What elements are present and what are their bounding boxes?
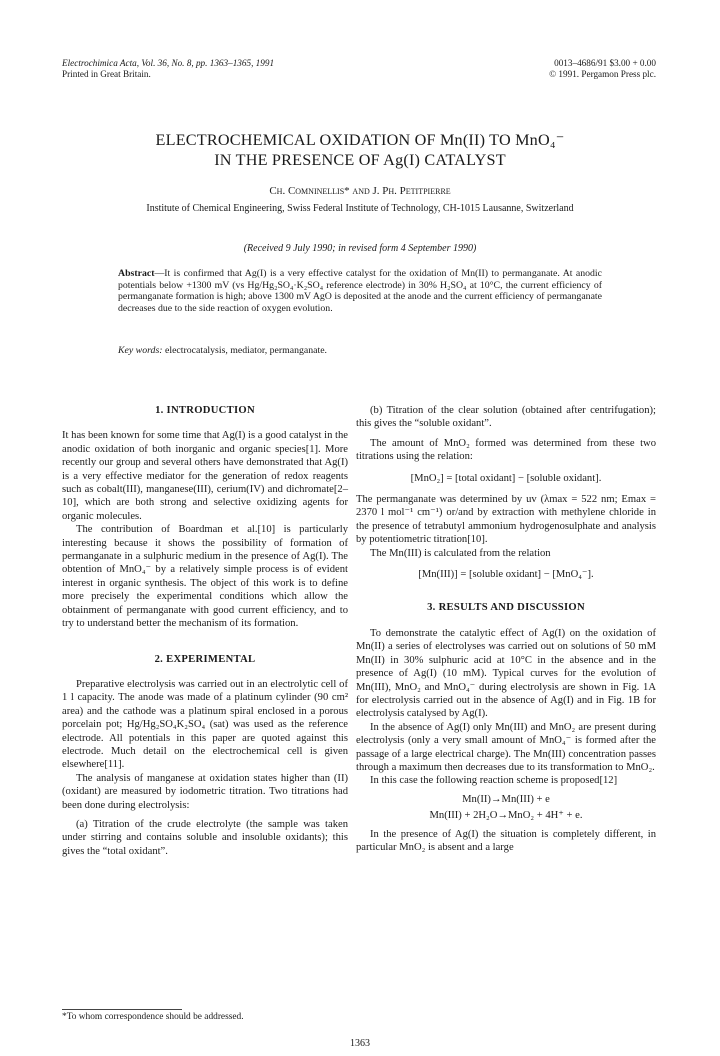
intro-paragraph-1: It has been known for some time that Ag(I) is a good catalyst in the anodic oxidation of both inorganic and organic species[1]. More recently our group and several others have demonstrated that Ag(I) is a very effective mediator for the generation of redox reagents such as cobalt(III), manganese(III), cerium(IV) and dichromate[2–10], which are both strong and selective oxidizing agents for organic molecules.	[62, 430, 348, 522]
results-paragraph-4: In the presence of Ag(I) the situation is completely different, in particular MnO₂ is absent and a large	[356, 828, 656, 853]
experimental-paragraph-3: (a) Titration of the crude electrolyte (the sample was taken under stirring and contains soluble and insoluble oxidants); this gives the “total oxidant”.	[62, 818, 348, 857]
intro-paragraph-2: The contribution of Boardman et al.[10] is particularly interesting because it shows the possibility of formation of permanganate in a sulphuric medium in the presence of Ag(I). The obtention of MnO₄⁻ by a relatively simple process is of evident interest in organic synthesis. The object of this work is to define more precisely the experimental conditions which allow the obtainment of permanganate with good current efficiency, and to try to understand better the mechanism of its formation.	[62, 524, 348, 630]
issn-price: 0013–4686/91 $3.00 + 0.00	[554, 58, 656, 68]
footnote-rule	[62, 1009, 182, 1010]
abstract-text: —It is confirmed that Ag(I) is a very effective catalyst for the oxidation of Mn(II) to permanganate. At anodic potentials below +1300 mV (vs Hg/Hg₂SO₄·K₂SO₄ reference electrode) in 30% H₂SO₄ at 10°C, the current efficiency of permanganate formation is high; above 1300 mV AgO is deposited at the anode and the current efficiency of permanganate decreases due to the side reaction of oxygen evolution.	[118, 268, 602, 314]
received-dates: (Received 9 July 1990; in revised form 4 September 1990)	[243, 243, 477, 254]
right-column	[356, 404, 656, 854]
footnote: *To whom correspondence should be addressed.	[62, 1012, 244, 1022]
title-line-2: IN THE PRESENCE OF Ag(I) CATALYST	[214, 151, 506, 169]
page-number: 1363	[350, 1038, 370, 1049]
abstract	[118, 268, 602, 314]
keywords	[118, 345, 602, 356]
printed-in: Printed in Great Britain.	[62, 69, 151, 79]
results-paragraph-2: In the absence of Ag(I) only Mn(III) and MnO₂ are present during electrolysis (only a very small amount of MnO₄⁻ is formed after the passage of a large electrical charge). The Mn(III) concentration passes through a maximum then decreases due to its transformation to MnO₂.	[356, 721, 656, 773]
method-paragraph-b: (b) Titration of the clear solution (obtained after centrifugation); this gives the “soluble oxidant”.	[356, 405, 656, 430]
keywords-label: Key words:	[118, 345, 163, 356]
affiliation: Institute of Chemical Engineering, Swiss Federal Institute of Technology, CH-1015 Lausanne, Switzerland	[146, 203, 574, 214]
journal-citation: Electrochimica Acta, Vol. 36, No. 8, pp. 1363–1365, 1991	[62, 58, 275, 68]
equation-mn3: [Mn(III)] = [soluble oxidant] − [MnO₄⁻].	[418, 569, 594, 581]
method-paragraph-permanganate: The permanganate was determined by uv (λmax = 522 nm; Emax = 2370 l mol⁻¹ cm⁻¹) or/and by extraction with methylene chloride in the presence of tetrabutyl ammonium hydrogenosulphate and analysis by potentiometric titration[10].	[356, 494, 656, 546]
keywords-text: electrocatalysis, mediator, permanganate.	[162, 345, 327, 356]
title-line-1: ELECTROCHEMICAL OXIDATION OF Mn(II) TO MnO₄⁻	[155, 131, 565, 149]
section-heading-introduction: 1. INTRODUCTION	[155, 405, 255, 416]
section-heading-experimental: 2. EXPERIMENTAL	[154, 653, 256, 665]
paper-title	[60, 130, 660, 170]
reaction-equation-1: Mn(II)→Mn(III) + e	[462, 793, 550, 805]
experimental-paragraph-2: The analysis of manganese at oxidation states higher than (II) (oxidant) are measured by iodometric titration. Two titrations had been done during electrolysis:	[62, 772, 348, 811]
experimental-paragraph-1: Preparative electrolysis was carried out in an electrolytic cell of 1 l capacity. The anode was made of a platinum cylinder (90 cm² area) and the cathode was a platinum spiral enclosed in a porous porcelain pot; Hg/Hg₂SO₄K₂SO₄ (sat) was used as the reference electrode. All potentials in this paper are quoted against this electrode. Much detail on the electrochemical cell is given elsewhere[11].	[62, 678, 348, 771]
abstract-label: Abstract	[118, 268, 155, 279]
journal-header	[62, 58, 274, 80]
copyright-header	[549, 58, 656, 80]
equation-mno2: [MnO₂] = [total oxidant] − [soluble oxidant].	[410, 472, 602, 484]
authors: Ch. Comninellis* and J. Ph. Petitpierre	[269, 185, 451, 197]
left-column	[62, 404, 348, 858]
reaction-equation-2: Mn(III) + 2H₂O→MnO₂ + 4H⁺ + e.	[429, 810, 583, 822]
method-paragraph-mno2: The amount of MnO₂ formed was determined from these two titrations using the relation:	[356, 437, 656, 463]
section-heading-results: 3. RESULTS AND DISCUSSION	[427, 602, 585, 614]
results-paragraph-1: To demonstrate the catalytic effect of Ag(I) on the oxidation of Mn(II) a series of electrolyses was carried out on solutions of 50 mM Mn(II) in 30% sulphuric acid at 10°C in the absence and in the presence of Ag(I) (10 mM). Typical curves for the evolution of Mn(III), MnO₂ and MnO₄⁻ during electrolysis are shown in Fig. 1A for electrolysis carried out in the absence of Ag(I) and in Fig. 1B for electrolysis catalysed by Ag(I).	[356, 627, 656, 720]
results-paragraph-3: In this case the following reaction scheme is proposed[12]	[370, 775, 618, 787]
copyright: © 1991. Pergamon Press plc.	[549, 69, 656, 79]
method-paragraph-mn3: The Mn(III) is calculated from the relation	[370, 547, 551, 559]
